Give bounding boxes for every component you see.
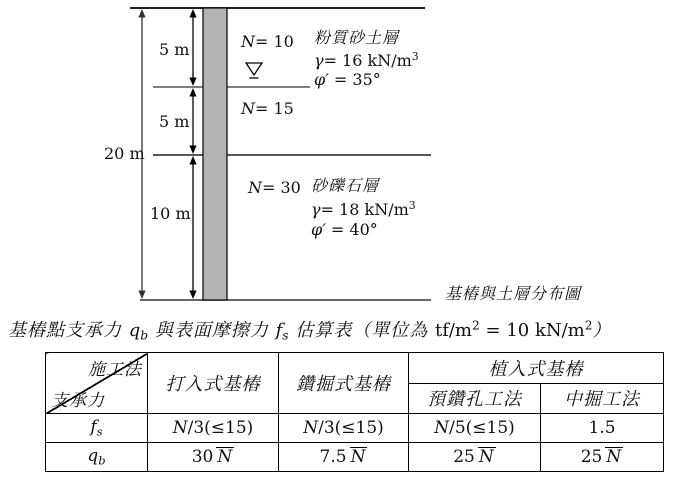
dimension-arrow-5m-lower	[189, 88, 196, 154]
pile	[203, 8, 227, 300]
qb-prebored-value: 25 N	[409, 443, 541, 472]
table-row-qb	[46, 443, 664, 472]
layer1-unit-weight: γ= 16 $kN/m^3$	[314, 50, 419, 70]
spt-n3-label: N= 30	[248, 178, 301, 197]
dimension-arrow-5m-upper	[189, 9, 196, 86]
layer3-name: 砂礫石層	[311, 176, 380, 195]
qb-row-label: $q_b$	[46, 443, 148, 472]
header-inner-digging-method: 中掘工法	[541, 383, 664, 414]
corner-label-method: 施工法	[88, 360, 142, 380]
layer1-name: 粉質砂土層	[314, 28, 400, 47]
layer3-depth-label: 10 m	[150, 204, 191, 223]
header-driven-pile: 打入式基樁	[148, 353, 279, 414]
layer3-properties	[311, 176, 416, 240]
layer1-depth-label: 5 m	[159, 40, 190, 59]
layer1-properties	[314, 28, 419, 89]
qb-innerdig-value: 25 N	[541, 443, 664, 472]
spt-n2-label: N= 15	[241, 99, 294, 118]
fs-bored-value: N/3(≤15)	[279, 414, 409, 443]
fs-prebored-value: N/5(≤15)	[409, 414, 541, 443]
header-prebored-method: 預鑽孔工法	[409, 383, 541, 414]
qb-driven-value: 30 N	[148, 443, 279, 472]
layer3-friction-angle: φ′ = 40°	[311, 219, 378, 239]
bearing-capacity-table	[45, 352, 664, 472]
spt-n1-label: N= 10	[241, 32, 294, 51]
total-depth-label: 20 m	[104, 144, 145, 163]
diagram-caption: 基樁與土層分布圖	[445, 284, 582, 303]
fs-innerdig-value: 1.5	[541, 414, 664, 443]
header-bored-pile: 鑽掘式基樁	[279, 353, 409, 414]
dimension-arrow-10m	[189, 156, 196, 299]
layer1-friction-angle: φ′ = 35°	[314, 69, 381, 89]
corner-header-cell	[46, 353, 148, 414]
water-table-icon	[246, 63, 262, 78]
corner-label-capacity: 支承力	[51, 391, 105, 411]
table-title: 基樁點支承力 $q_b$ 與表面摩擦力 $f_s$ 估算表（單位為 $tf/m^2 = 10$ $kN/m^2$）	[8, 318, 612, 343]
fs-driven-value: N/3(≤15)	[148, 414, 279, 443]
qb-bored-value: 7.5 N	[279, 443, 409, 472]
header-inserted-pile: 植入式基樁	[409, 353, 664, 384]
layer2-depth-label: 5 m	[159, 112, 190, 131]
layer3-unit-weight: γ= 18 $kN/m^3$	[311, 199, 416, 219]
fs-row-label: $f_s$	[46, 414, 148, 443]
table-row-fs	[46, 414, 664, 443]
